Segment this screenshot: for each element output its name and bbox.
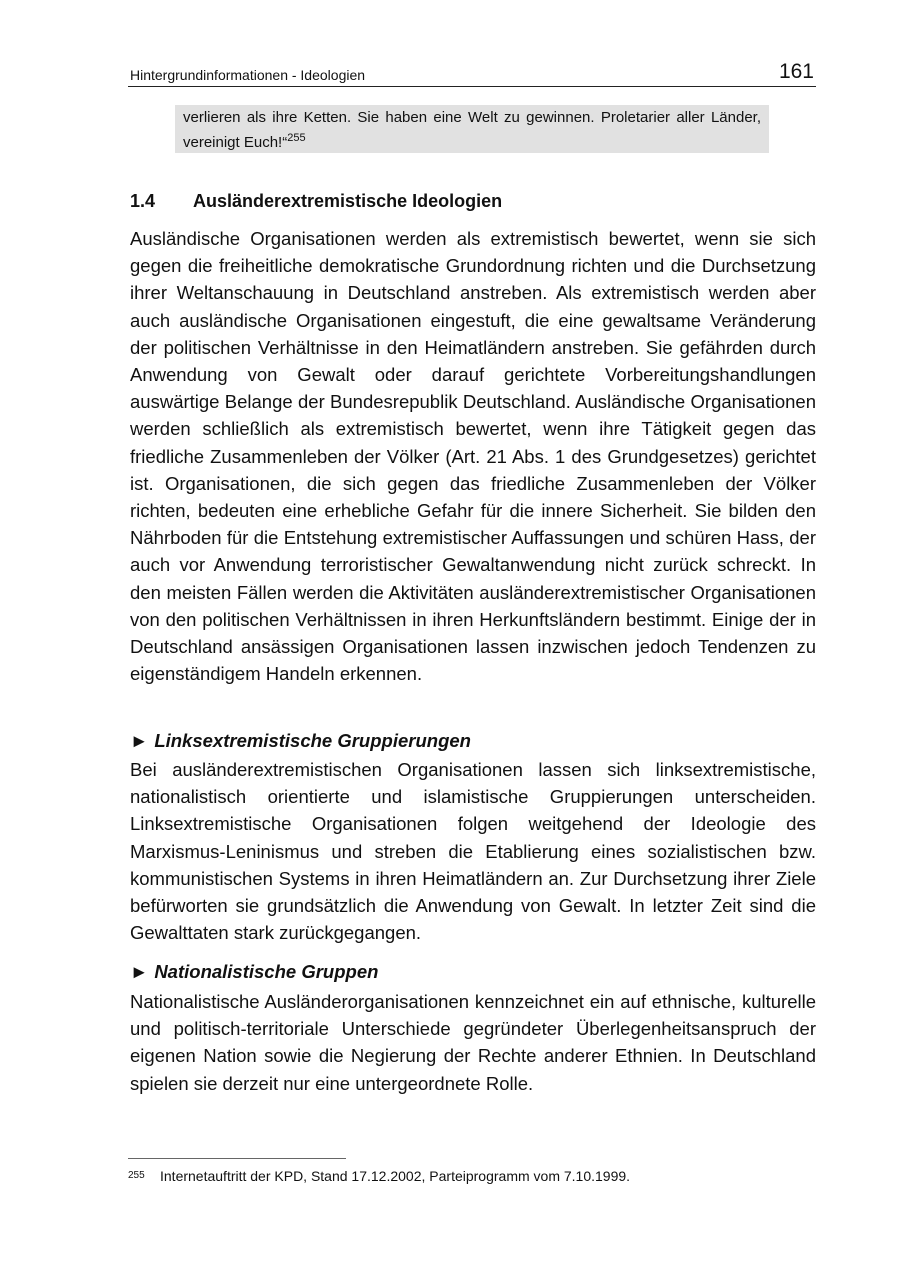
quote-body: verlieren als ihre Ketten. Sie haben eine Welt zu gewinnen. Proletarier aller Länder, vereinigt Euch!“ (183, 109, 761, 151)
section-number: 1.4 (130, 191, 156, 211)
page-number: 161 (778, 60, 814, 83)
running-header-title: Hintergrundinformationen - Ideologien (130, 67, 366, 83)
quote-box (175, 105, 769, 153)
footnote (128, 1166, 630, 1186)
footnote-divider (128, 1158, 346, 1159)
quote-text (183, 107, 761, 153)
page-header (128, 60, 816, 87)
triangle-bullet-icon: ► (130, 730, 149, 751)
section-heading (130, 191, 502, 212)
footnote-reference[interactable]: 255 (287, 132, 306, 144)
triangle-bullet-icon: ► (130, 961, 149, 982)
subheading-links-title: Linksextremistische Gruppierungen (154, 730, 471, 751)
subheading-nationalist (130, 961, 378, 983)
footnote-number: 255 (128, 1170, 145, 1181)
links-paragraph: Bei ausländerextremistischen Organisationen lassen sich linksextremistische, nationalistisch orientierte und islamistische Gruppierungen unterscheiden. Linksextremistische Organisationen folgen weitgehend der Ideologie des Marxismus-Leninismus und streben die Etablierung eines sozialistischen bzw. kommunistischen Systems in ihren Heimatländern an. Zur Durchsetzung ihrer Ziele befürworten sie grundsätzlich die Anwendung von Gewalt. In letzter Zeit sind die Gewalttaten stark zurückgegangen. (130, 759, 816, 944)
intro-paragraph: Ausländische Organisationen werden als extremistisch bewertet, wenn sie sich gegen die freiheitliche demokratische Grundordnung richten und die Durchsetzung ihrer Weltanschauung in Deutschland anstreben. Als extremistisch werden aber auch ausländische Organisationen eingestuft, die eine gewaltsame Veränderung der politischen Verhältnisse in den Heimatländern anstreben. Sie gefährden durch Anwendung von Gewalt oder darauf gerichtete Vorbereitungshandlungen auswärtige Belange der Bundesrepublik Deutschland. Ausländische Organisationen werden schließlich als extremistisch bewertet, wenn ihre Tätigkeit gegen das friedliche Zusammenleben der Völker (Art. 21 Abs. 1 des Grundgesetzes) gerichtet ist. Organisationen, die sich gegen das friedliche Zusammenleben der Völker richten, bedeuten eine erhebliche Gefahr für die innere Sicherheit. Sie bilden den Nährboden für die Entstehung extremistischer Auffassungen und schüren Hass, der auch vor Anwendung terroristischer Gewaltanwendung nicht zurück schreckt. In den meisten Fällen werden die Aktivitäten ausländerextremistischer Organisationen von den politischen Verhältnissen in ihren Herkunftsländern bestimmt. Einige der in Deutschland ansässigen Organisationen lassen inzwischen jedoch Tendenzen zu eigenständigem Handeln erkennen. (130, 228, 816, 685)
nationalist-paragraph: Nationalistische Ausländerorganisationen kennzeichnet ein auf ethnische, kulturelle und politisch-territoriale Unterschiede gegründeter Überlegenheitsanspruch der eigenen Nation sowie die Negierung der Rechte anderer Ethnien. In Deutschland spielen sie derzeit nur eine untergeordnete Rolle. (130, 991, 816, 1094)
footnote-text: Internetauftritt der KPD, Stand 17.12.2002, Parteiprogramm vom 7.10.1999. (160, 1168, 631, 1184)
subheading-nationalist-title: Nationalistische Gruppen (154, 961, 379, 982)
subheading-links (130, 730, 471, 752)
section-title: Ausländerextremistische Ideologien (193, 191, 503, 211)
